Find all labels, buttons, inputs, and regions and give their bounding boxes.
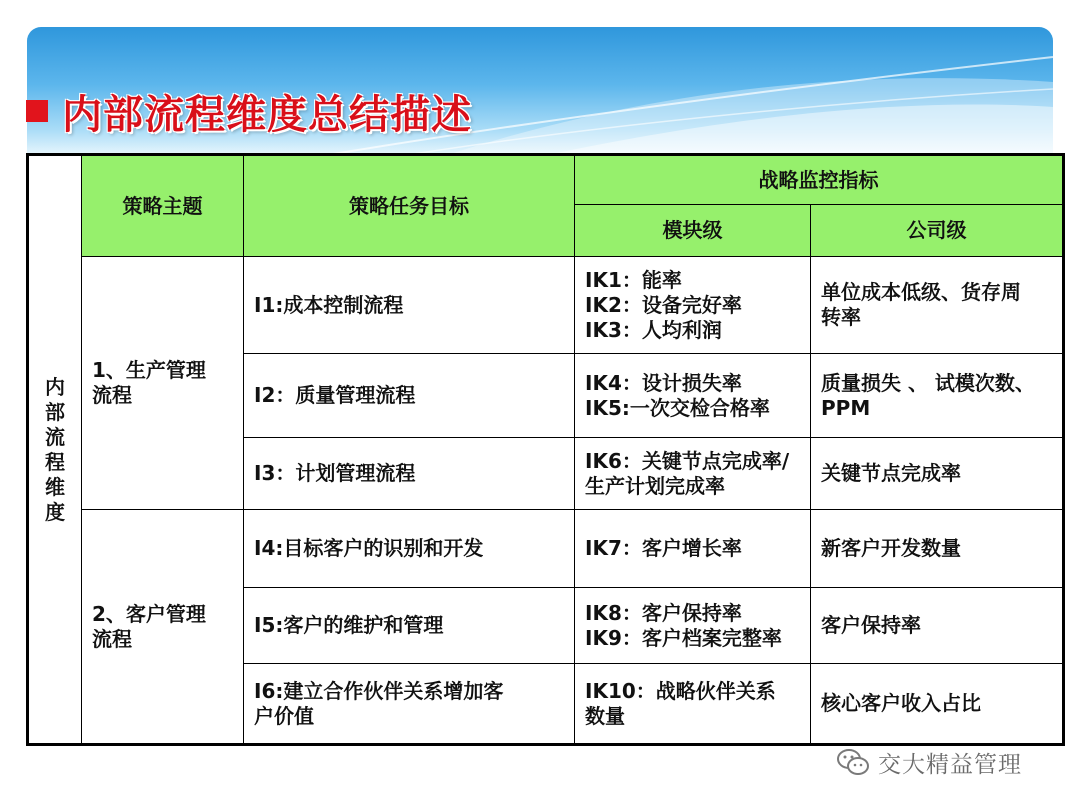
module-metric-cell: IK1：能率 IK2：设备完好率 IK3：人均利润 — [575, 257, 811, 354]
header-company-level: 公司级 — [811, 205, 1064, 257]
strategy-table — [26, 153, 1065, 746]
module-metric-cell: IK10：战略伙伴关系 数量 — [575, 664, 811, 745]
task-cell: I3：计划管理流程 — [244, 438, 575, 510]
header-task: 策略任务目标 — [244, 155, 575, 257]
slide-title — [26, 86, 472, 136]
company-metric-cell: 客户保持率 — [811, 588, 1064, 664]
company-metric-cell: 新客户开发数量 — [811, 510, 1064, 588]
watermark-text: 交大精益管理 — [878, 751, 1022, 778]
task-cell: I2：质量管理流程 — [244, 354, 575, 438]
header-module-level: 模块级 — [575, 205, 811, 257]
module-metric-cell: IK7：客户增长率 — [575, 510, 811, 588]
task-cell: I1:成本控制流程 — [244, 257, 575, 354]
company-metric-cell: 关键节点完成率 — [811, 438, 1064, 510]
theme-cell: 2、客户管理 流程 — [82, 510, 244, 745]
task-cell: I4:目标客户的识别和开发 — [244, 510, 575, 588]
task-cell: I5:客户的维护和管理 — [244, 588, 575, 664]
theme-cell: 1、生产管理 流程 — [82, 257, 244, 510]
side-label-internal-process: 内 部 流 程 维 度 — [28, 155, 82, 745]
header-monitor: 战略监控指标 — [575, 155, 1064, 205]
table-row — [28, 257, 1064, 354]
company-metric-cell: 单位成本低级、货存周 转率 — [811, 257, 1064, 354]
module-metric-cell: IK6：关键节点完成率/ 生产计划完成率 — [575, 438, 811, 510]
task-cell: I6:建立合作伙伴关系增加客 户价值 — [244, 664, 575, 745]
title-bullet-square — [26, 100, 48, 122]
wechat-icon — [836, 747, 870, 777]
table-row — [28, 510, 1064, 588]
company-metric-cell: 核心客户收入占比 — [811, 664, 1064, 745]
slide-title-text: 内部流程维度总结描述 — [62, 91, 472, 138]
header-theme: 策略主题 — [82, 155, 244, 257]
module-metric-cell: IK4：设计损失率 IK5:一次交检合格率 — [575, 354, 811, 438]
module-metric-cell: IK8：客户保持率 IK9：客户档案完整率 — [575, 588, 811, 664]
watermark — [836, 744, 1022, 780]
company-metric-cell: 质量损失 、 试模次数、 PPM — [811, 354, 1064, 438]
